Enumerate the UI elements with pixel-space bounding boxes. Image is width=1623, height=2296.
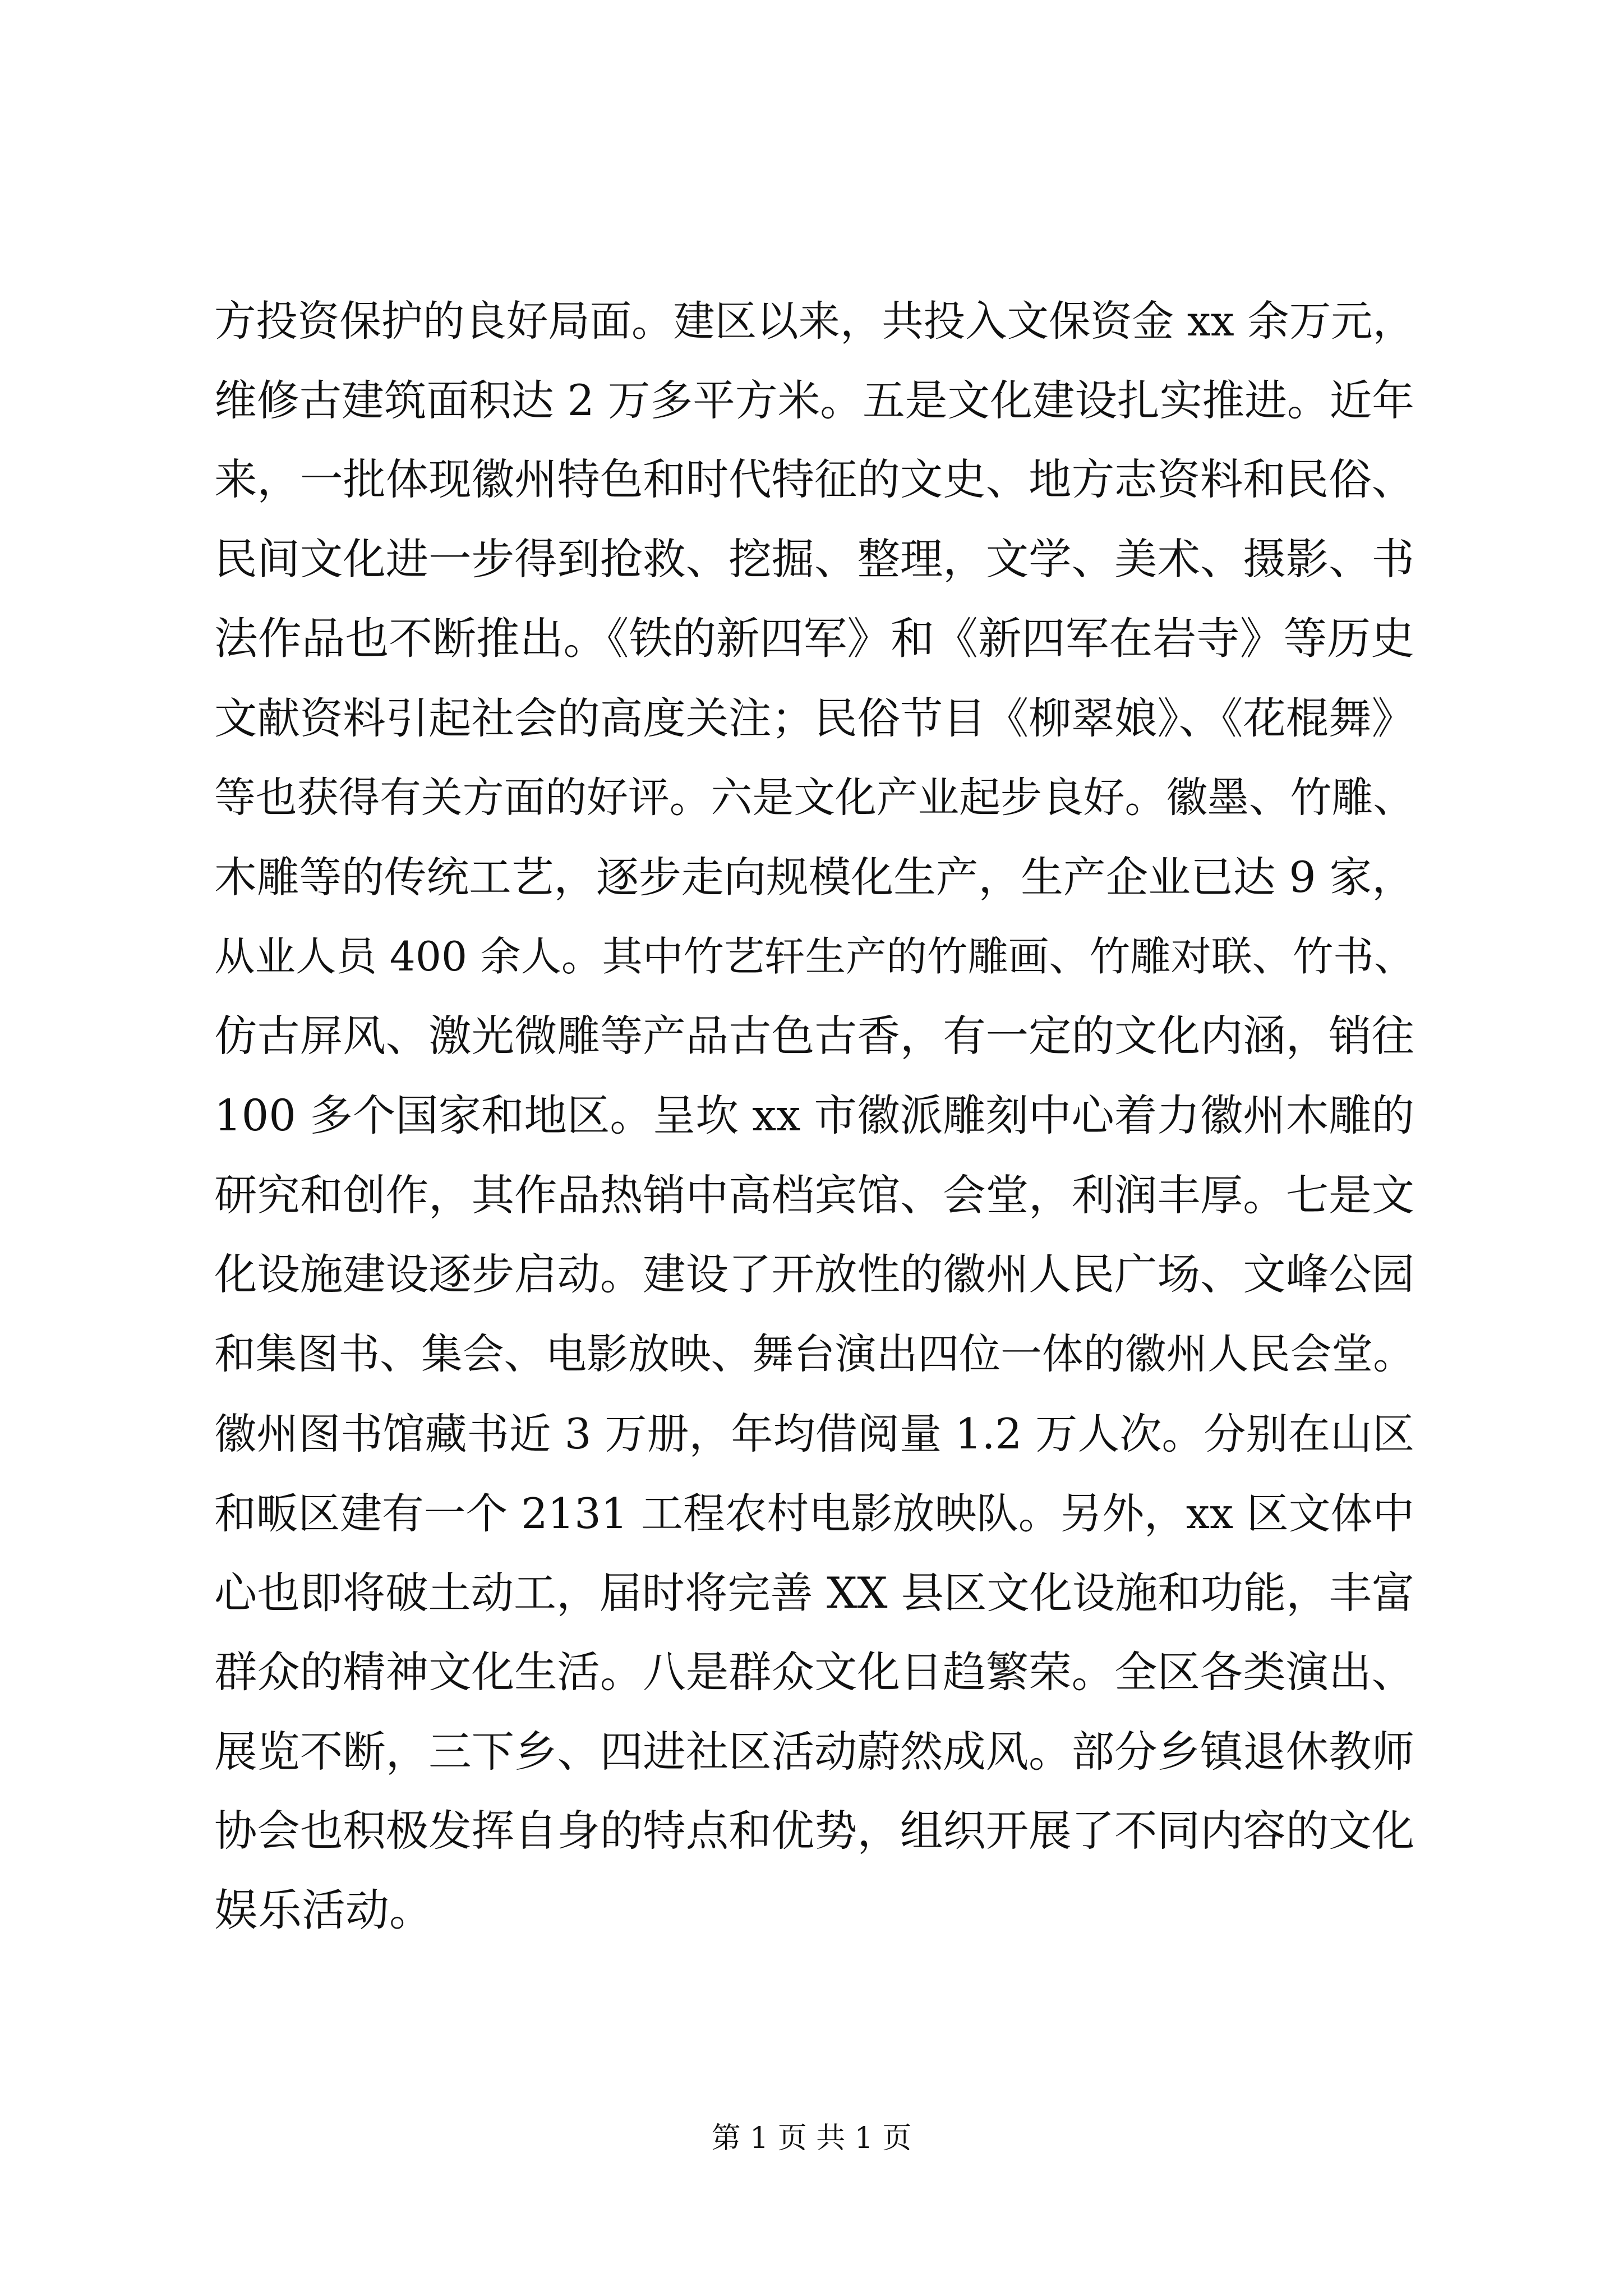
page-number: 第 1 页 共 1 页 [711, 2122, 912, 2155]
text-line: 心也即将破土动工，届时将完善 XX 县区文化设施和功能，丰富 [214, 1568, 1414, 1618]
text-line: 和畈区建有一个 2131 工程农村电影放映队。另外，xx 区文体中 [214, 1489, 1414, 1538]
text-line: 法作品也不断推出。《铁的新四军》和《新四军在岩寺》等历史 [214, 613, 1414, 664]
body-paragraph [214, 282, 1414, 1951]
text-line: 娱乐活动。 [214, 1885, 434, 1936]
text-line: 协会也积极发挥自身的特点和优势，组织开展了不同内容的文化 [214, 1806, 1414, 1857]
text-line: 维修古建筑面积达 2 万多平方米。五是文化建设扎实推进。近年 [214, 375, 1414, 425]
text-line: 木雕等的传统工艺，逐步走向规模化生产，生产企业已达 9 家， [214, 852, 1414, 902]
page-footer [0, 2122, 1623, 2155]
text-line: 徽州图书馆藏书近 3 万册，年均借阅量 1.2 万人次。分别在山区 [214, 1409, 1414, 1458]
text-line: 来，一批体现徽州特色和时代特征的文史、地方志资料和民俗、 [214, 455, 1414, 505]
text-line: 方投资保护的良好局面。建区以来，共投入文保资金 xx 余万元， [214, 297, 1414, 346]
text-line: 从业人员 400 余人。其中竹艺轩生产的竹雕画、竹雕对联、竹书、 [214, 933, 1415, 981]
text-line: 群众的精神文化生活。八是群众文化日趋繁荣。全区各类演出、 [214, 1647, 1414, 1697]
text-line: 仿古屏风、激光微雕等产品古色古香，有一定的文化内涵，销往 [214, 1011, 1414, 1062]
text-line: 研究和创作，其作品热销中高档宾馆、会堂，利润丰厚。七是文 [214, 1170, 1414, 1221]
text-line: 等也获得有关方面的好评。六是文化产业起步良好。徽墨、竹雕、 [214, 774, 1414, 822]
text-line: 化设施建设逐步启动。建设了开放性的徽州人民广场、文峰公园 [214, 1250, 1414, 1300]
text-line: 文献资料引起社会的高度关注；民俗节目《柳翠娘》、《花棍舞》 [214, 693, 1414, 744]
text-line: 展览不断，三下乡、四进社区活动蔚然成风。部分乡镇退休教师 [214, 1727, 1414, 1777]
text-line: 100 多个国家和地区。呈坎 xx 市徽派雕刻中心着力徽州木雕的 [214, 1091, 1414, 1142]
text-line: 和集图书、集会、电影放映、舞台演出四位一体的徽州人民会堂。 [214, 1331, 1414, 1379]
text-line: 民间文化进一步得到抢救、挖掘、整理，文学、美术、摄影、书 [214, 535, 1414, 585]
